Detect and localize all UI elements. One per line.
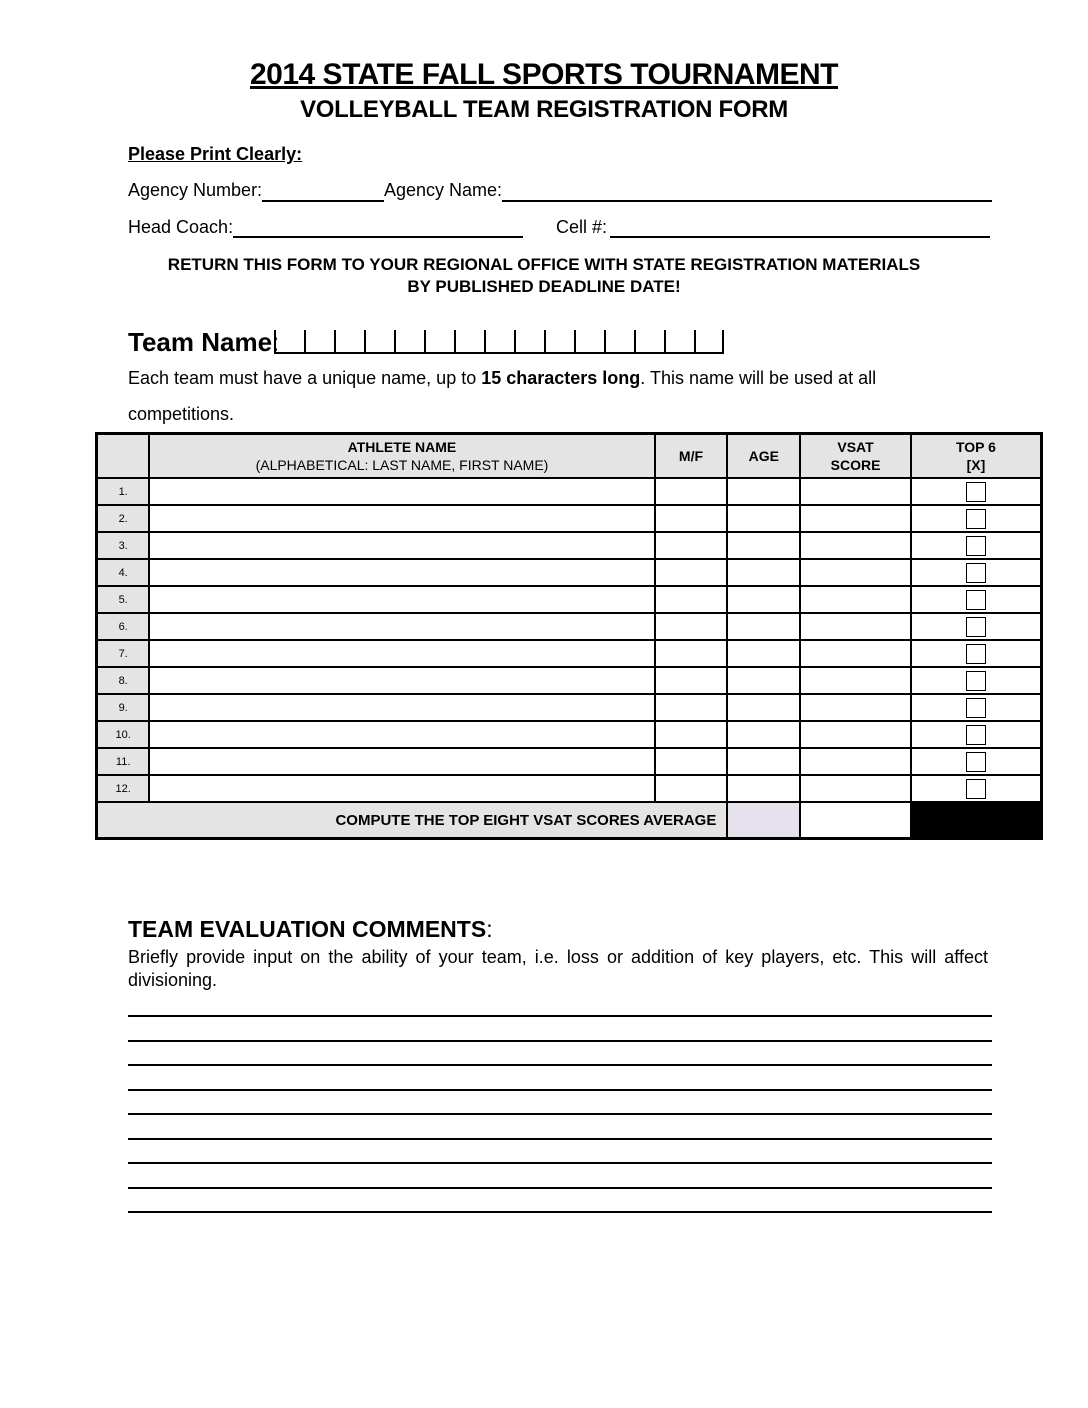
- roster-row: [97, 559, 1042, 586]
- team-name-char-box[interactable]: [664, 330, 694, 354]
- head-coach-field[interactable]: [233, 236, 523, 238]
- athlete-name-field[interactable]: [149, 667, 654, 694]
- top6-cell: [911, 505, 1042, 532]
- team-name-char-box[interactable]: [604, 330, 634, 354]
- team-name-char-box[interactable]: [394, 330, 424, 354]
- vsat-heading-line1: VSAT: [837, 439, 874, 455]
- age-field[interactable]: [727, 640, 800, 667]
- mf-field[interactable]: [655, 640, 728, 667]
- vsat-score-field[interactable]: [800, 532, 911, 559]
- average-label: COMPUTE THE TOP EIGHT VSAT SCORES AVERAGE: [97, 802, 728, 839]
- top6-checkbox[interactable]: [966, 536, 986, 556]
- vsat-score-field[interactable]: [800, 586, 911, 613]
- vsat-score-field[interactable]: [800, 505, 911, 532]
- age-field[interactable]: [727, 559, 800, 586]
- row-number: 8.: [97, 667, 150, 694]
- top6-cell: [911, 694, 1042, 721]
- vsat-score-field[interactable]: [800, 559, 911, 586]
- return-note-line2: BY PUBLISHED DEADLINE DATE!: [407, 277, 681, 296]
- athlete-name-field[interactable]: [149, 613, 654, 640]
- vsat-score-field[interactable]: [800, 694, 911, 721]
- team-note-post: . This name will be used at all competitions.: [128, 368, 877, 424]
- team-name-char-box[interactable]: [454, 330, 484, 354]
- top6-cell: [911, 586, 1042, 613]
- mf-field[interactable]: [655, 559, 728, 586]
- mf-field[interactable]: [655, 505, 728, 532]
- agency-name-label: Agency Name:: [384, 180, 503, 200]
- athlete-name-field[interactable]: [149, 586, 654, 613]
- agency-number-field[interactable]: [262, 200, 384, 202]
- top6-checkbox[interactable]: [966, 563, 986, 583]
- header-age: AGE: [727, 434, 800, 479]
- team-name-char-box[interactable]: [694, 330, 724, 354]
- top6-checkbox[interactable]: [966, 725, 986, 745]
- comment-line[interactable]: [128, 1162, 992, 1164]
- top6-checkbox[interactable]: [966, 698, 986, 718]
- mf-field[interactable]: [655, 721, 728, 748]
- header-athlete-name: [149, 434, 654, 479]
- header-top6: [911, 434, 1042, 479]
- comment-line[interactable]: [128, 1138, 992, 1140]
- comment-line[interactable]: [128, 1015, 992, 1017]
- team-name-char-box[interactable]: [574, 330, 604, 354]
- age-field[interactable]: [727, 505, 800, 532]
- top6-cell: [911, 748, 1042, 775]
- row-number: 4.: [97, 559, 150, 586]
- athlete-name-field[interactable]: [149, 532, 654, 559]
- team-name-note: [128, 360, 888, 432]
- comment-line[interactable]: [128, 1211, 992, 1213]
- mf-field[interactable]: [655, 694, 728, 721]
- top6-cell: [911, 667, 1042, 694]
- roster-row: [97, 667, 1042, 694]
- top6-heading-line1: TOP 6: [955, 439, 996, 455]
- row-number: 6.: [97, 613, 150, 640]
- mf-field[interactable]: [655, 775, 728, 802]
- average-row: [97, 802, 1042, 839]
- header-mf: M/F: [655, 434, 728, 479]
- athlete-name-field[interactable]: [149, 721, 654, 748]
- evaluation-title-text: TEAM EVALUATION COMMENTS: [128, 916, 487, 942]
- age-field[interactable]: [727, 613, 800, 640]
- return-note-line1: RETURN THIS FORM TO YOUR REGIONAL OFFICE WITH STATE REGISTRATION MATERIALS: [167, 255, 921, 274]
- athlete-name-field[interactable]: [149, 775, 654, 802]
- roster-header-row: [97, 434, 1042, 479]
- age-field[interactable]: [727, 748, 800, 775]
- roster-table: [95, 432, 1043, 840]
- row-number: 12.: [97, 775, 150, 802]
- vsat-score-field[interactable]: [800, 667, 911, 694]
- team-note-pre: Each team must have a unique name, up to: [128, 368, 482, 388]
- cell-label: Cell #:: [556, 217, 608, 237]
- evaluation-instructions: Briefly provide input on the ability of your team, i.e. loss or addition of key players, etc. This will affect divisioning.: [128, 947, 988, 990]
- row-number: 3.: [97, 532, 150, 559]
- row-number: 2.: [97, 505, 150, 532]
- athlete-name-field[interactable]: [149, 505, 654, 532]
- athlete-name-field[interactable]: [149, 478, 654, 505]
- roster-row: [97, 748, 1042, 775]
- team-note-bold: 15 characters long: [481, 368, 641, 388]
- top6-cell: [911, 640, 1042, 667]
- vsat-score-field[interactable]: [800, 748, 911, 775]
- roster-row: [97, 775, 1042, 802]
- print-clearly-label: Please Print Clearly:: [128, 144, 303, 164]
- roster-row: [97, 613, 1042, 640]
- top6-cell: [911, 478, 1042, 505]
- mf-field[interactable]: [655, 586, 728, 613]
- return-instructions: [0, 254, 1088, 298]
- team-name-char-box[interactable]: [424, 330, 454, 354]
- top6-checkbox[interactable]: [966, 671, 986, 691]
- top6-checkbox[interactable]: [966, 617, 986, 637]
- vsat-score-field[interactable]: [800, 478, 911, 505]
- comment-line[interactable]: [128, 1113, 992, 1115]
- top6-heading-line2: [X]: [966, 457, 986, 473]
- athlete-name-field[interactable]: [149, 694, 654, 721]
- team-name-char-box[interactable]: [304, 330, 334, 354]
- age-field[interactable]: [727, 586, 800, 613]
- top6-checkbox[interactable]: [966, 779, 986, 799]
- top6-checkbox[interactable]: [966, 752, 986, 772]
- row-number: 10.: [97, 721, 150, 748]
- age-field[interactable]: [727, 721, 800, 748]
- team-name-char-box[interactable]: [544, 330, 574, 354]
- team-name-char-box[interactable]: [334, 330, 364, 354]
- row-number: 5.: [97, 586, 150, 613]
- header-vsat-score: [800, 434, 911, 479]
- agency-name-field[interactable]: [502, 200, 992, 202]
- average-age-cell-shaded: [727, 802, 800, 839]
- form-title: 2014 STATE FALL SPORTS TOURNAMENT: [249, 58, 839, 91]
- roster-row: [97, 586, 1042, 613]
- mf-field[interactable]: [655, 532, 728, 559]
- top6-checkbox[interactable]: [966, 590, 986, 610]
- vsat-score-field[interactable]: [800, 613, 911, 640]
- team-name-text: Team Name: [128, 327, 273, 357]
- row-number: 11.: [97, 748, 150, 775]
- evaluation-title-colon: :: [486, 916, 493, 942]
- age-field[interactable]: [727, 667, 800, 694]
- mf-field[interactable]: [655, 748, 728, 775]
- evaluation-title: [128, 916, 493, 943]
- vsat-score-field[interactable]: [800, 721, 911, 748]
- head-coach-label: Head Coach:: [128, 217, 234, 237]
- team-name-char-box[interactable]: [514, 330, 544, 354]
- athlete-name-heading: ATHLETE NAME: [347, 439, 457, 455]
- top6-cell: [911, 721, 1042, 748]
- cell-field[interactable]: [610, 236, 990, 238]
- roster-row: [97, 694, 1042, 721]
- row-number: 1.: [97, 478, 150, 505]
- vsat-score-field[interactable]: [800, 640, 911, 667]
- top6-checkbox[interactable]: [966, 509, 986, 529]
- age-field[interactable]: [727, 478, 800, 505]
- average-blackout-cell: [911, 802, 1042, 839]
- age-field[interactable]: [727, 775, 800, 802]
- team-name-char-box[interactable]: [364, 330, 394, 354]
- top6-cell: [911, 559, 1042, 586]
- header-number: [97, 434, 150, 479]
- team-name-label: [128, 327, 279, 358]
- mf-field[interactable]: [655, 478, 728, 505]
- comment-line[interactable]: [128, 1089, 992, 1091]
- form-subtitle: VOLLEYBALL TEAM REGISTRATION FORM: [300, 96, 788, 123]
- average-vsat-field[interactable]: [800, 802, 911, 839]
- comment-line[interactable]: [128, 1064, 992, 1066]
- top6-checkbox[interactable]: [966, 482, 986, 502]
- top6-cell: [911, 613, 1042, 640]
- team-name-char-box[interactable]: [484, 330, 514, 354]
- team-name-boxes[interactable]: [274, 330, 724, 356]
- team-name-colon: :: [272, 327, 280, 357]
- athlete-name-field[interactable]: [149, 559, 654, 586]
- roster-row: [97, 478, 1042, 505]
- roster-row: [97, 721, 1042, 748]
- mf-field[interactable]: [655, 613, 728, 640]
- row-number: 7.: [97, 640, 150, 667]
- athlete-name-subheading: (ALPHABETICAL: LAST NAME, FIRST NAME): [255, 457, 549, 473]
- comment-line[interactable]: [128, 1187, 992, 1189]
- age-field[interactable]: [727, 532, 800, 559]
- top6-checkbox[interactable]: [966, 644, 986, 664]
- team-name-char-box[interactable]: [274, 330, 304, 354]
- mf-field[interactable]: [655, 667, 728, 694]
- roster-row: [97, 532, 1042, 559]
- athlete-name-field[interactable]: [149, 748, 654, 775]
- top6-cell: [911, 775, 1042, 802]
- roster-row: [97, 640, 1042, 667]
- vsat-score-field[interactable]: [800, 775, 911, 802]
- vsat-heading-line2: SCORE: [830, 457, 881, 473]
- top6-cell: [911, 532, 1042, 559]
- agency-number-label: Agency Number:: [128, 180, 263, 200]
- roster-row: [97, 505, 1042, 532]
- team-name-char-box[interactable]: [634, 330, 664, 354]
- age-field[interactable]: [727, 694, 800, 721]
- comment-line[interactable]: [128, 1040, 992, 1042]
- row-number: 9.: [97, 694, 150, 721]
- athlete-name-field[interactable]: [149, 640, 654, 667]
